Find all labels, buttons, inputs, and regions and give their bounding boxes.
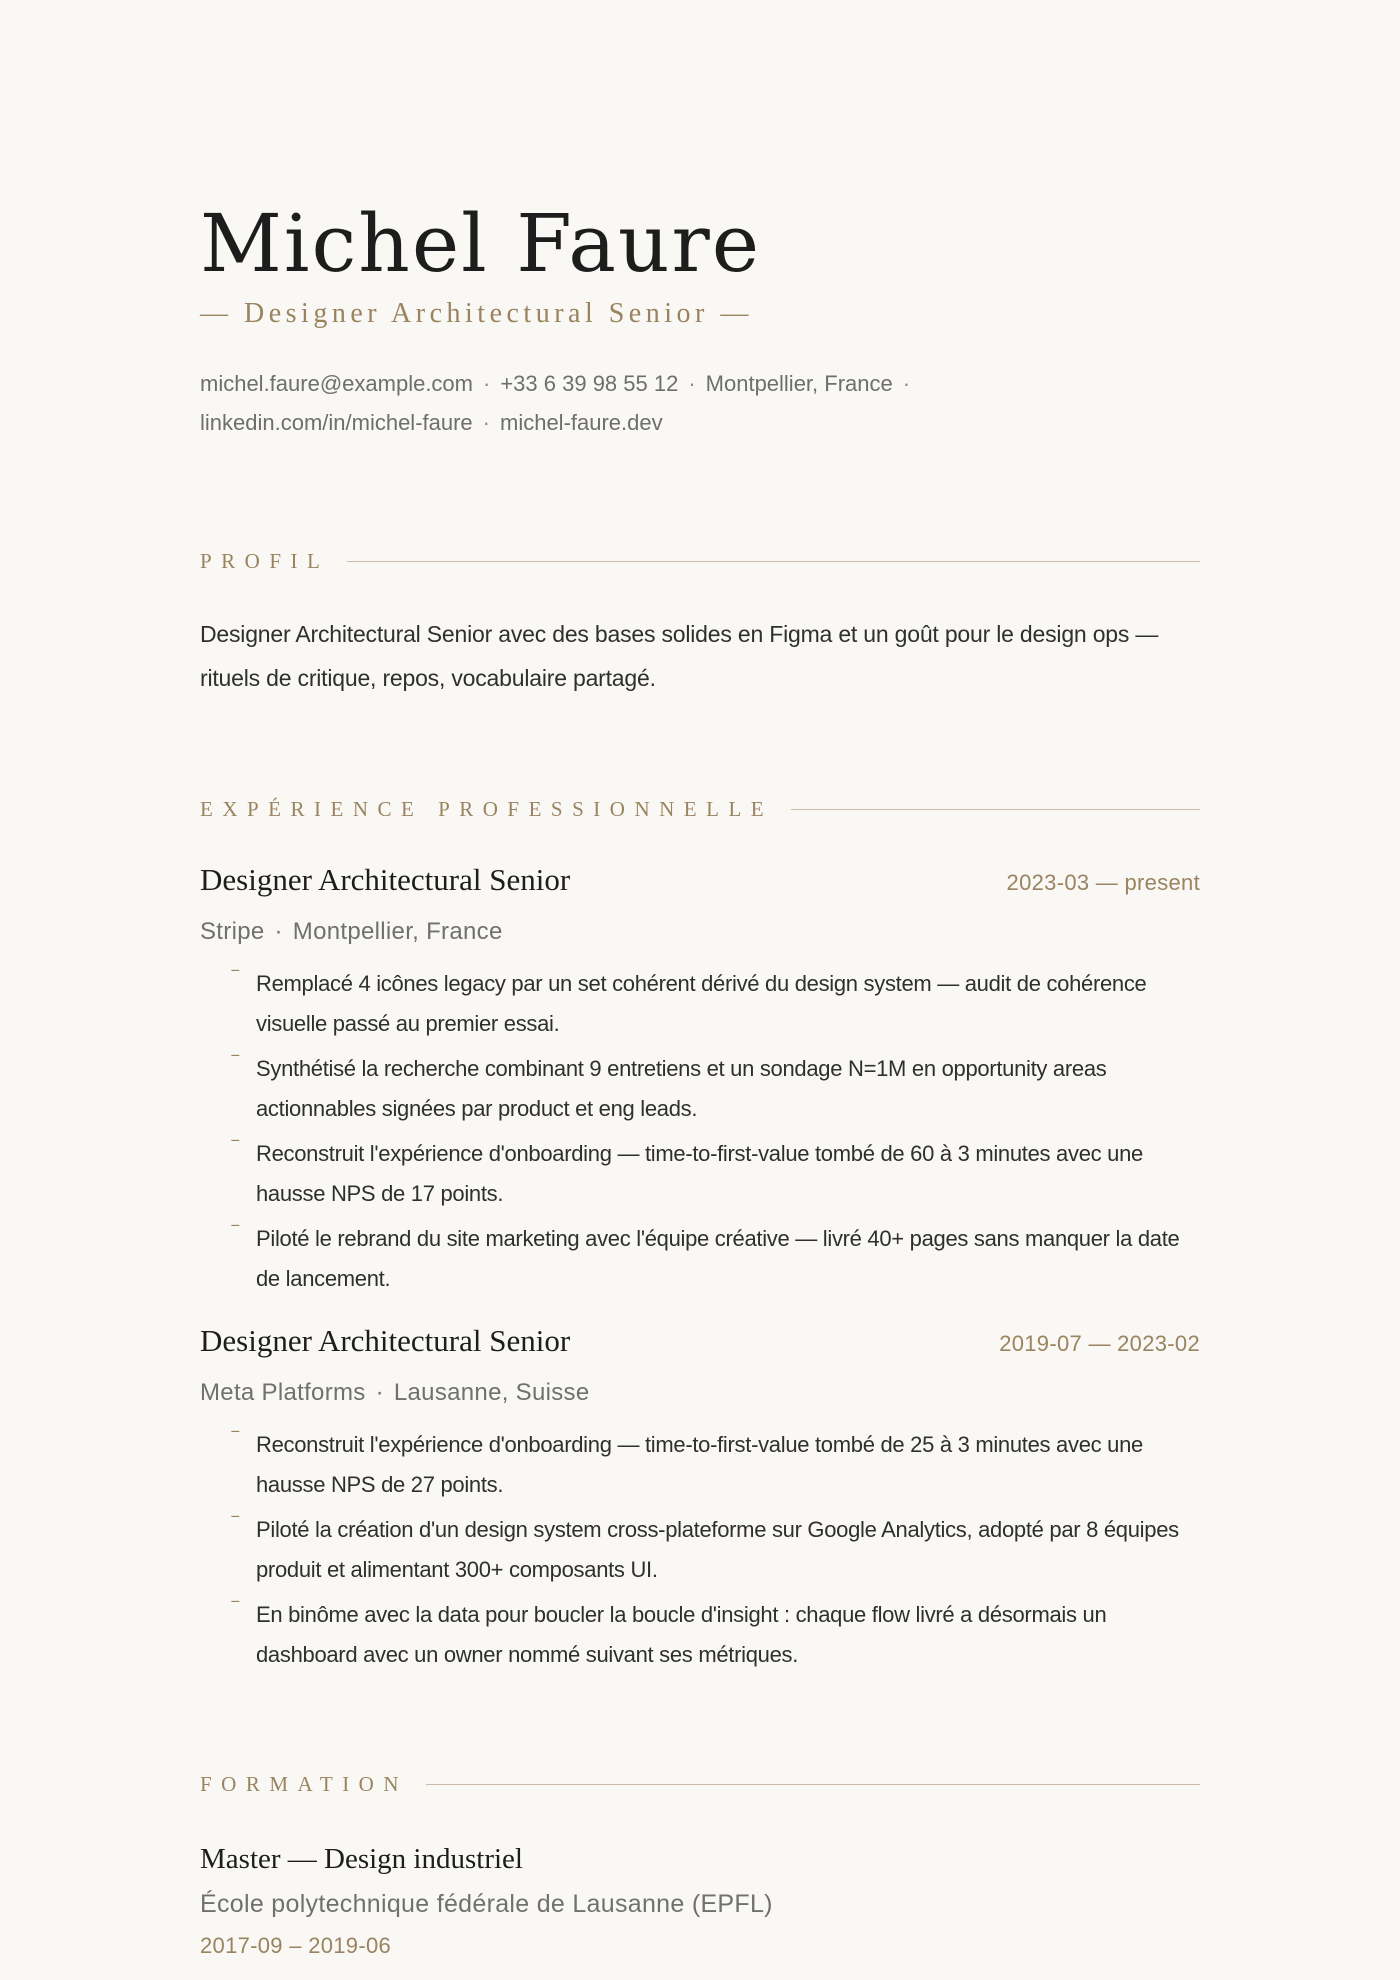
contact-separator: · <box>688 371 696 396</box>
contact-info <box>200 364 1000 442</box>
contact-separator: · <box>482 410 490 435</box>
section-header-profile <box>200 549 1200 574</box>
contact-phone[interactable]: +33 6 39 98 55 12 <box>500 371 679 396</box>
achievement-item <box>200 1595 1200 1675</box>
job-company: Stripe <box>200 918 265 945</box>
bullet-dash-icon: ‾ <box>232 969 239 991</box>
job-company-line <box>200 1371 1200 1415</box>
job-location: Montpellier, France <box>292 918 503 945</box>
candidate-title: — Designer Architectural Senior — <box>200 298 753 329</box>
job-title: Designer Architectural Senior <box>200 1323 571 1358</box>
section-title-education: FORMATION <box>200 1772 409 1796</box>
job-entry <box>200 862 1200 1304</box>
education-degree: Master — Design industriel <box>200 1843 523 1875</box>
job-dates: 2019-07 — 2023-02 <box>999 1331 1200 1356</box>
contact-email[interactable]: michel.faure@example.com <box>200 371 473 396</box>
achievement-item <box>200 1134 1200 1214</box>
company-separator: · <box>375 1379 384 1406</box>
achievement-text: Piloté le rebrand du site marketing avec l'équipe créative — livré 40+ pages sans manquer la date de lancement. <box>256 1226 1180 1291</box>
contact-separator: · <box>483 371 491 396</box>
bullet-dash-icon: ‾ <box>232 1054 239 1076</box>
company-separator: · <box>274 918 283 945</box>
job-header <box>200 1323 1200 1371</box>
education-school: École polytechnique fédérale de Lausanne (EPFL) <box>200 1890 773 1918</box>
job-entry <box>200 1323 1200 1680</box>
bullet-dash-icon: ‾ <box>232 1430 239 1452</box>
achievement-text: Reconstruit l'expérience d'onboarding — time-to-first-value tombé de 60 à 3 minutes avec une hausse NPS de 17 points. <box>256 1141 1143 1206</box>
education-entry <box>200 1836 1200 1966</box>
section-divider <box>347 561 1200 562</box>
contact-linkedin[interactable]: linkedin.com/in/michel-faure <box>200 410 473 435</box>
job-dates: 2023-03 — present <box>1006 870 1200 895</box>
job-company-line <box>200 910 1200 954</box>
section-header-experience <box>200 797 1200 822</box>
section-title-experience: EXPÉRIENCE PROFESSIONNELLE <box>200 797 774 821</box>
achievement-item <box>200 1049 1200 1129</box>
achievement-text: Remplacé 4 icônes legacy par un set cohérent dérivé du design system — audit de cohérence visuelle passé au premier essai. <box>256 971 1147 1036</box>
achievement-item <box>200 1425 1200 1505</box>
section-header-education <box>200 1772 1200 1797</box>
bullet-dash-icon: ‾ <box>232 1600 239 1622</box>
bullet-dash-icon: ‾ <box>232 1139 239 1161</box>
achievement-text: Synthétisé la recherche combinant 9 entretiens et un sondage N=1M en opportunity areas actionnables signées par product et eng leads. <box>256 1056 1107 1121</box>
achievement-text: Piloté la création d'un design system cross-plateforme sur Google Analytics, adopté par 8 équipes produit et alimentant 300+ composants UI. <box>256 1517 1179 1582</box>
section-divider <box>791 809 1200 810</box>
contact-separator: · <box>902 371 911 396</box>
job-location: Lausanne, Suisse <box>393 1379 590 1406</box>
job-title: Designer Architectural Senior <box>200 862 571 897</box>
job-achievements <box>200 964 1200 1299</box>
profile-summary: Designer Architectural Senior avec des bases solides en Figma et un goût pour le design ops — rituels de critique, repos, vocabulaire partagé. <box>200 621 1159 691</box>
achievement-text: En binôme avec la data pour boucler la boucle d'insight : chaque flow livré a désormais un dashboard avec un owner nommé suivant ses métriques. <box>256 1602 1107 1667</box>
job-header <box>200 862 1200 910</box>
contact-website[interactable]: michel-faure.dev <box>500 410 663 435</box>
section-title-profile: PROFIL <box>200 549 330 573</box>
job-company: Meta Platforms <box>200 1379 366 1406</box>
bullet-dash-icon: ‾ <box>232 1224 239 1246</box>
candidate-name: Michel Faure <box>200 197 762 290</box>
job-achievements <box>200 1425 1200 1675</box>
contact-location: Montpellier, France <box>705 371 893 396</box>
achievement-text: Reconstruit l'expérience d'onboarding — time-to-first-value tombé de 25 à 3 minutes avec une hausse NPS de 27 points. <box>256 1432 1143 1497</box>
education-dates: 2017-09 – 2019-06 <box>200 1933 392 1958</box>
achievement-item <box>200 1510 1200 1590</box>
bullet-dash-icon: ‾ <box>232 1515 239 1537</box>
achievement-item <box>200 1219 1200 1299</box>
section-divider <box>426 1784 1200 1785</box>
achievement-item <box>200 964 1200 1044</box>
